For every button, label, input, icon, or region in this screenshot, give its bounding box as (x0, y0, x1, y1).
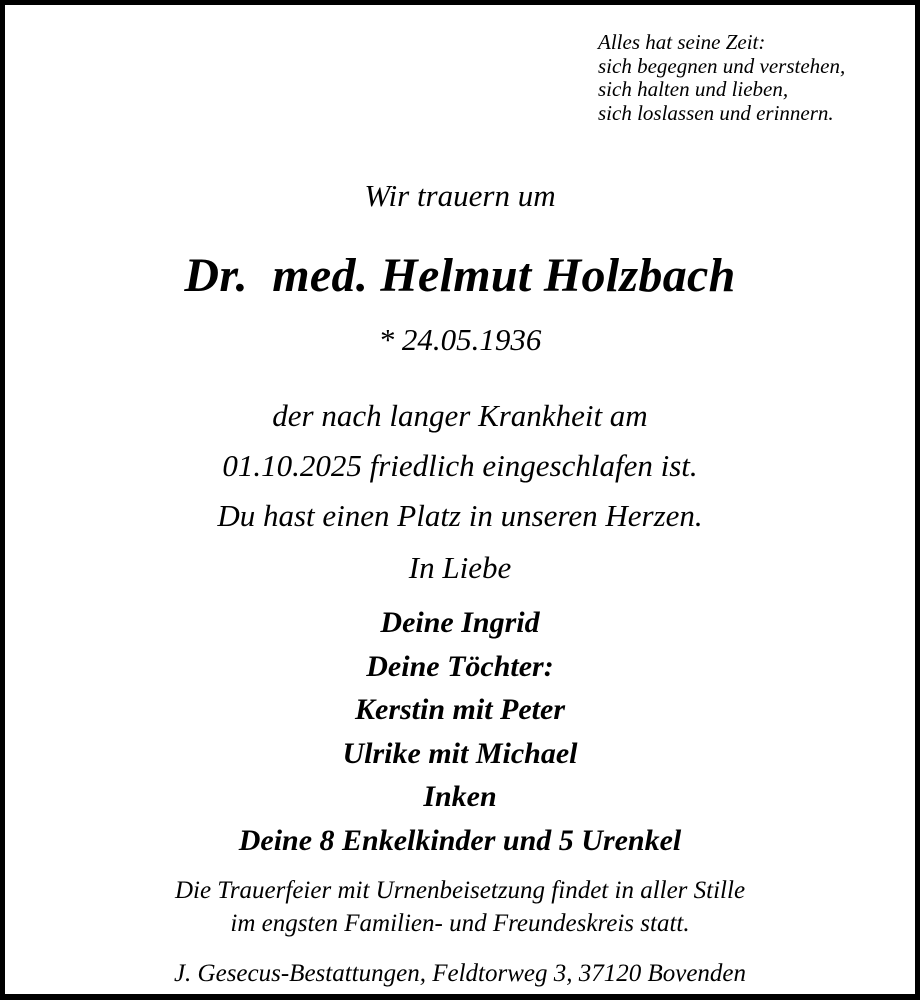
deceased-full-name: med. Helmut Holzbach (272, 249, 736, 302)
family-line: Deine Ingrid (380, 606, 540, 639)
ceremony-info (5, 874, 915, 940)
family-signatures (5, 601, 915, 862)
poem-line: sich begegnen und verstehen, (598, 53, 846, 78)
family-line: Ulrike mit Michael (342, 736, 578, 770)
birth-date: * 24.05.1936 (378, 322, 542, 357)
closing-text: In Liebe (408, 550, 512, 585)
poem-line: Alles hat seine Zeit: (598, 30, 766, 54)
family-line: Deine Töchter: (366, 649, 554, 683)
message-line: 01.10.2025 friedlich eingeschlafen ist. (222, 448, 698, 483)
ceremony-line: im engsten Familien- und Freundeskreis statt. (230, 910, 690, 937)
deceased-name (5, 248, 915, 303)
message-line: Du hast einen Platz in unseren Herzen. (217, 498, 703, 533)
family-line: Kerstin mit Peter (355, 693, 565, 726)
ceremony-line: Die Trauerfeier mit Urnenbeisetzung findet in aller Stille (174, 877, 746, 904)
undertaker-info: J. Gesecus-Bestattungen, Feldtorweg 3, 37120 Bovenden (173, 960, 747, 987)
family-line: Inken (423, 780, 497, 813)
message-line: der nach langer Krankheit am (272, 398, 648, 433)
poem-quote (598, 31, 845, 125)
death-message (5, 391, 915, 541)
intro-text: Wir trauern um (364, 178, 556, 213)
poem-line: sich halten und lieben, (598, 77, 789, 101)
deceased-title: Dr. (184, 249, 248, 302)
family-line: Deine 8 Enkelkinder und 5 Urenkel (238, 823, 682, 857)
poem-line: sich loslassen und erinnern. (598, 100, 834, 125)
